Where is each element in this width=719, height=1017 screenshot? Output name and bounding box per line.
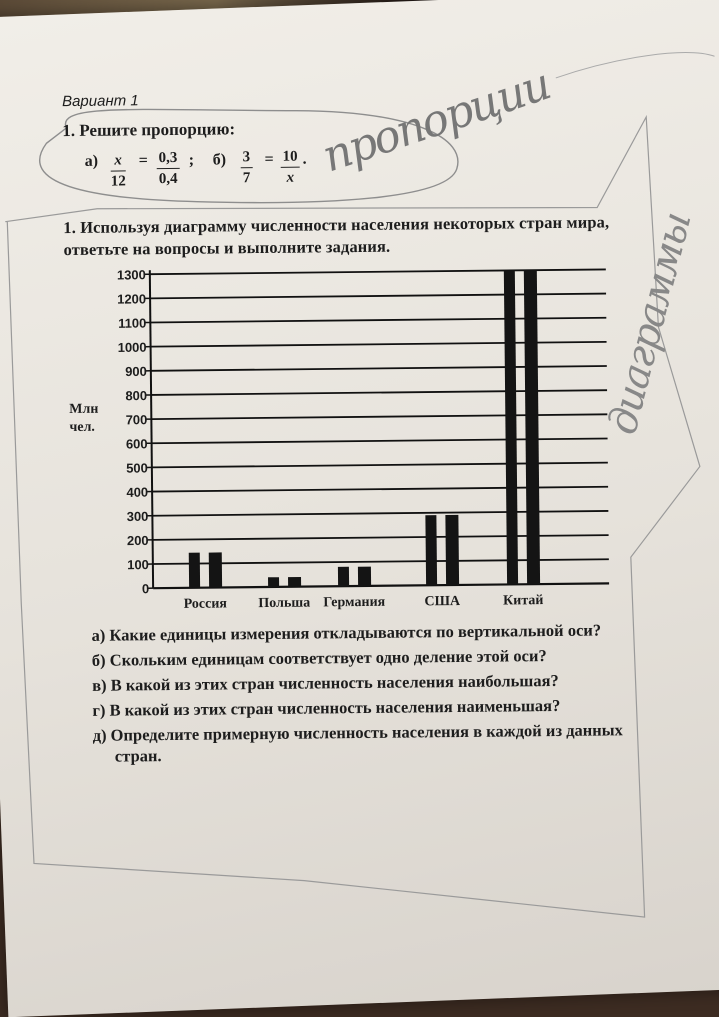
- fraction-b-left: [241, 147, 253, 188]
- part-b-label: б): [213, 151, 227, 169]
- bar-5: [504, 270, 540, 584]
- y-tick-label: 600: [126, 436, 148, 451]
- y-axis-unit: [69, 401, 99, 437]
- y-tick-label: 200: [127, 533, 149, 548]
- fraction-a-left: [111, 150, 126, 191]
- question-a: а) Какие единицы измерения откладываются по вертикальной оси?: [92, 619, 632, 646]
- bar-strip-right: [358, 567, 371, 586]
- bar-strip-left: [189, 553, 200, 588]
- fraction-numerator: 3: [241, 147, 253, 168]
- fraction-numerator: 10: [281, 147, 300, 168]
- y-tick-label: 1200: [117, 291, 146, 306]
- bar-strip-left: [268, 577, 279, 587]
- part-a-label: а): [85, 153, 99, 171]
- equals-sign: =: [139, 152, 148, 170]
- x-tick-label: Польша: [258, 596, 310, 612]
- gridline: [152, 511, 608, 516]
- questions-list: [92, 619, 633, 771]
- gridline: [151, 414, 607, 419]
- fraction-denominator: 7: [241, 168, 253, 188]
- x-tick-label: США: [424, 594, 461, 609]
- y-tick-label: 900: [125, 364, 147, 379]
- y-tick-label: 1000: [118, 340, 147, 355]
- question-d: г) В какой из этих стран численность населения наименьшая?: [92, 694, 632, 721]
- bar-strip-right: [445, 515, 459, 585]
- fraction-numerator: 0,3: [157, 148, 180, 169]
- gridline: [152, 487, 608, 492]
- equals-sign: =: [265, 151, 274, 169]
- fraction-b-right: [281, 147, 300, 188]
- gridline: [150, 269, 606, 274]
- question-e: д) Определите примерную численность населения в каждой из данных стран.: [93, 719, 633, 767]
- pencil-line-top: [556, 52, 715, 78]
- population-bar-chart: [98, 255, 622, 620]
- bar-1: [189, 552, 222, 587]
- bar-strip-left: [425, 515, 437, 585]
- fraction-denominator: 0,4: [157, 169, 180, 189]
- bar-strip-right: [524, 270, 540, 584]
- y-tick-label: 1100: [118, 316, 146, 331]
- y-tick-label: 400: [126, 485, 148, 500]
- y-tick-label: 500: [126, 460, 148, 475]
- x-tick-label: Китай: [503, 593, 543, 608]
- gridline: [151, 390, 607, 395]
- gridline: [152, 438, 608, 443]
- y-unit-line2: чел.: [69, 419, 98, 437]
- bar-3: [338, 567, 371, 587]
- bar-strip-right: [209, 552, 222, 587]
- fraction-denominator: 12: [111, 171, 126, 191]
- y-tick-label: 700: [126, 412, 148, 427]
- bar-strip-left: [504, 270, 518, 584]
- question-c: в) В какой из этих стран численность населения наибольшая?: [92, 669, 632, 696]
- gridline: [151, 366, 607, 371]
- fraction-a-right: [157, 148, 180, 189]
- gridline: [153, 535, 609, 540]
- handwriting-note-proportions: пропорции: [316, 59, 555, 182]
- gridline: [150, 294, 606, 299]
- fraction-numerator: x: [111, 150, 126, 171]
- task-chart-title: 1. Используя диаграмму численности населения некоторых стран мира, ответьте на вопросы и выполните задания.: [63, 211, 623, 261]
- x-tick-label: Германия: [323, 595, 385, 611]
- question-b: б) Скольким единицам соответствует одно деление этой оси?: [92, 644, 632, 671]
- variant-label: Вариант 1: [62, 92, 139, 110]
- y-tick-label: 800: [125, 388, 147, 403]
- y-tick-label: 0: [142, 581, 149, 596]
- gridline: [150, 318, 606, 323]
- task-proportion-title: 1. Решите пропорцию:: [62, 119, 235, 141]
- bar-strip-left: [338, 567, 349, 586]
- separator: ;: [189, 152, 195, 170]
- y-tick-label: 100: [127, 557, 149, 572]
- period: .: [303, 151, 307, 169]
- bar-2: [268, 577, 301, 587]
- x-tick-label: Россия: [184, 596, 228, 611]
- gridline: [152, 463, 608, 468]
- y-tick-label: 300: [127, 509, 149, 524]
- bar-strip-right: [288, 577, 301, 587]
- bar-4: [425, 515, 459, 585]
- fraction-denominator: x: [281, 168, 300, 188]
- y-tick-label: 1300: [117, 267, 146, 282]
- handwriting-note-diagrams: диаграммы: [599, 209, 700, 439]
- gridline: [151, 342, 607, 347]
- y-unit-line1: Млн: [69, 401, 98, 419]
